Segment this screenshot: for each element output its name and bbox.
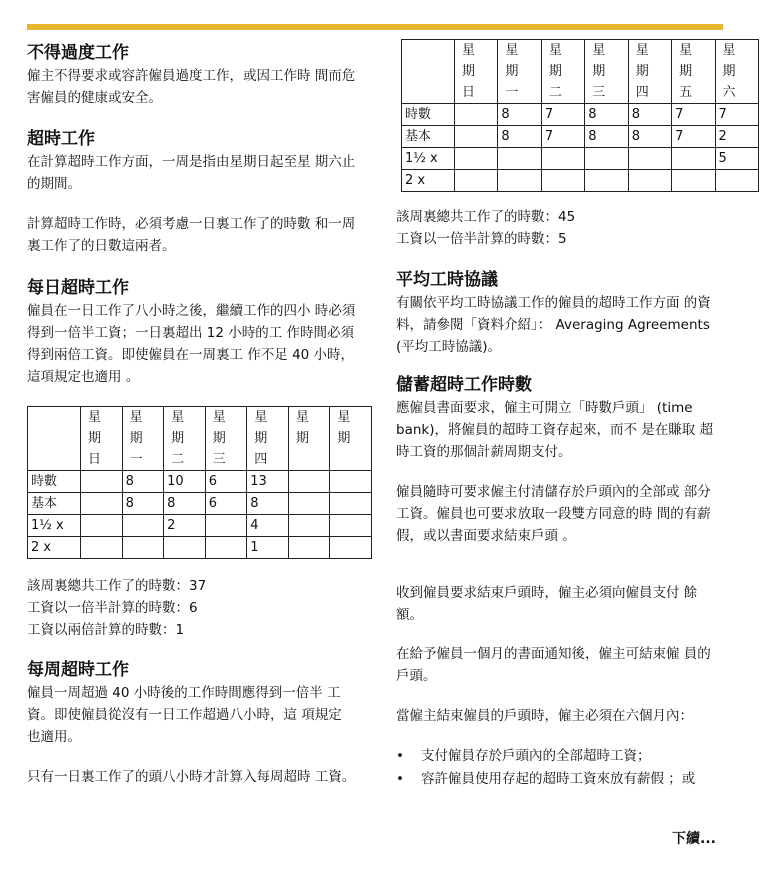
hours-cell xyxy=(455,148,498,170)
day-header-char: 期 xyxy=(548,64,562,79)
paragraph-weekly-overtime: 僱員一周超過 40 小時後的工作時間應得到一倍半 工資。即使僱員從沒有一日工作超過八小時，這 項規定也適用。 xyxy=(27,685,342,745)
day-header-cell xyxy=(288,407,330,471)
heading-no-excessive-work: 不得過度工作 xyxy=(27,43,129,63)
table-row xyxy=(402,148,759,170)
hours-cell xyxy=(498,170,541,192)
day-header-char: 期 xyxy=(462,64,476,79)
row-label-cell: 時數 xyxy=(402,104,455,126)
day-header-char: 星 xyxy=(592,43,606,58)
hours-cell xyxy=(81,537,123,559)
day-header-char: 星 xyxy=(212,410,226,425)
day-header-char: 期 xyxy=(722,64,736,79)
day-header-cell xyxy=(541,40,584,104)
hours-cell xyxy=(288,471,330,493)
hours-cell xyxy=(330,471,372,493)
hours-cell xyxy=(628,170,671,192)
heading-averaging-agreements: 平均工時協議 xyxy=(396,270,498,290)
paragraph-weekly-first-eight-hours: 只有一日裏工作了的頭八小時才計算入每周超時 工資。 xyxy=(27,769,356,785)
day-header-char: 星 xyxy=(295,410,309,425)
hours-cell xyxy=(330,515,372,537)
paragraph-overtime-calc: 計算超時工作時，必須考慮一日裏工作了的時數 和一周裏工作了的日數這兩者。 xyxy=(27,216,356,254)
heading-time-bank: 儲蓄超時工作時數 xyxy=(396,375,532,395)
day-header-char: 星 xyxy=(171,410,185,425)
hours-cell: 8 xyxy=(585,126,628,148)
table-row xyxy=(28,471,372,493)
row-label-cell: 1½ x xyxy=(402,148,455,170)
day-header-char: 期 xyxy=(254,431,268,446)
hours-cell: 7 xyxy=(715,104,758,126)
hours-cell: 8 xyxy=(628,104,671,126)
row-label-cell: 2 x xyxy=(28,537,81,559)
hours-cell xyxy=(455,170,498,192)
hours-cell xyxy=(122,515,164,537)
day-header-char: 星 xyxy=(679,43,693,58)
weekly-overtime-hours-table xyxy=(401,39,759,192)
hours-cell xyxy=(672,170,715,192)
hours-cell: 13 xyxy=(247,471,289,493)
time-bank-options-list xyxy=(396,745,726,791)
day-header-char: 期 xyxy=(88,431,102,446)
day-header-char: 期 xyxy=(295,431,309,446)
paragraph-no-excessive-work: 僱主不得要求或容許僱員過度工作，或因工作時 間而危害僱員的健康或安全。 xyxy=(27,68,356,106)
hours-cell xyxy=(164,537,206,559)
day-header-char: 期 xyxy=(635,64,649,79)
hours-cell xyxy=(81,515,123,537)
hours-cell: 7 xyxy=(672,104,715,126)
day-header-char: 三 xyxy=(592,85,606,100)
day-header-char: 日 xyxy=(462,85,476,100)
paragraph-daily-overtime: 僱員在一日工作了八小時之後，繼續工作的四小 時必須得到一倍半工資；一日裏超出 12 小時的工 作時間必須得到兩倍工資。即使僱員在一周裏工 作不足 40 小時，這項規定也適用 。 xyxy=(27,303,356,385)
continued-label: 下續... xyxy=(672,831,716,847)
hours-cell: 4 xyxy=(247,515,289,537)
day-header-char: 星 xyxy=(337,410,351,425)
table-corner-cell xyxy=(402,40,455,104)
day-header-char: 一 xyxy=(129,452,143,467)
table-corner-cell xyxy=(28,407,81,471)
hours-cell: 7 xyxy=(541,104,584,126)
hours-cell: 2 xyxy=(715,126,758,148)
paragraph-time-bank-open: 應僱員書面要求，僱主可開立「時數戶頭」 (time bank)，將僱員的超時工資存起來，而不 是在賺取 超時工資的那個計薪周期支付。 xyxy=(396,400,714,460)
hours-cell: 8 xyxy=(164,493,206,515)
hours-cell: 2 xyxy=(164,515,206,537)
day-header-char: 期 xyxy=(337,431,351,446)
table1-double-hours: 工資以兩倍計算的時數：1 xyxy=(27,622,185,638)
day-header-char: 二 xyxy=(171,452,185,467)
paragraph-time-bank-employer-close: 當僱主結束僱員的戶頭時，僱主必須在六個月內： xyxy=(396,708,693,724)
hours-cell xyxy=(541,170,584,192)
day-header-char: 二 xyxy=(548,85,562,100)
day-header-char: 星 xyxy=(635,43,649,58)
day-header-cell xyxy=(205,407,247,471)
table2-total-hours: 該周裏總共工作了的時數：45 xyxy=(396,209,576,225)
hours-cell: 8 xyxy=(498,104,541,126)
hours-cell: 8 xyxy=(122,471,164,493)
row-label-cell: 時數 xyxy=(28,471,81,493)
day-header-char: 期 xyxy=(129,431,143,446)
day-header-char: 星 xyxy=(254,410,268,425)
hours-cell: 10 xyxy=(164,471,206,493)
paragraph-time-bank-withdraw: 僱員隨時可要求僱主付清儲存於戶頭內的全部或 部分工資。僱員也可要求放取一段雙方同意的時 間的有薪假，或以書面要求結束戶頭 。 xyxy=(396,484,711,544)
day-header-char: 三 xyxy=(212,452,226,467)
paragraph-overtime-week: 在計算超時工作方面，一周是指由星期日起至星 期六止的期間。 xyxy=(27,154,356,192)
day-header-char: 星 xyxy=(88,410,102,425)
hours-cell xyxy=(585,148,628,170)
hours-cell xyxy=(330,493,372,515)
day-header-char: 五 xyxy=(679,85,693,100)
row-label-cell: 基本 xyxy=(28,493,81,515)
hours-cell: 8 xyxy=(122,493,164,515)
hours-cell xyxy=(288,493,330,515)
hours-cell xyxy=(288,537,330,559)
day-header-cell xyxy=(330,407,372,471)
hours-cell: 1 xyxy=(247,537,289,559)
hours-cell: 6 xyxy=(205,471,247,493)
table-row xyxy=(402,104,759,126)
hours-cell xyxy=(205,537,247,559)
hours-cell: 8 xyxy=(628,126,671,148)
hours-cell: 7 xyxy=(672,126,715,148)
day-header-char: 四 xyxy=(635,85,649,100)
day-header-char: 期 xyxy=(212,431,226,446)
paragraph-time-bank-close-request: 收到僱員要求結束戶頭時，僱主必須向僱員支付 餘額。 xyxy=(396,585,698,623)
day-header-char: 期 xyxy=(679,64,693,79)
day-header-cell xyxy=(498,40,541,104)
day-header-cell xyxy=(715,40,758,104)
hours-cell: 7 xyxy=(541,126,584,148)
day-header-char: 期 xyxy=(592,64,606,79)
paragraph-time-bank-notice: 在給予僱員一個月的書面通知後，僱主可結束僱 員的戶頭。 xyxy=(396,646,711,684)
hours-cell xyxy=(715,170,758,192)
hours-cell xyxy=(455,126,498,148)
day-header-char: 一 xyxy=(505,85,519,100)
table2-time-and-half-hours: 工資以一倍半計算的時數：5 xyxy=(396,231,567,247)
table-row xyxy=(28,537,372,559)
row-label-cell: 2 x xyxy=(402,170,455,192)
table1-time-and-half-hours: 工資以一倍半計算的時數：6 xyxy=(27,600,198,616)
day-header-char: 四 xyxy=(254,452,268,467)
daily-overtime-hours-table xyxy=(27,406,372,559)
day-header-char: 期 xyxy=(171,431,185,446)
hours-cell xyxy=(498,148,541,170)
hours-cell xyxy=(81,493,123,515)
list-item: • 支付僱員存於戶頭內的全部超時工資； xyxy=(396,745,726,768)
heading-overtime: 超時工作 xyxy=(27,129,95,149)
day-header-char: 星 xyxy=(129,410,143,425)
hours-cell: 6 xyxy=(205,493,247,515)
hours-cell xyxy=(585,170,628,192)
hours-cell xyxy=(628,148,671,170)
hours-cell: 8 xyxy=(498,126,541,148)
table-row xyxy=(28,515,372,537)
paragraph-averaging-agreements: 有關依平均工時協議工作的僱員的超時工作方面 的資料，請參閱「資料介紹」： Averaging Agreements (平均工時協議)。 xyxy=(396,295,711,355)
hours-cell xyxy=(81,471,123,493)
hours-cell xyxy=(205,515,247,537)
row-label-cell: 基本 xyxy=(402,126,455,148)
hours-cell xyxy=(330,537,372,559)
hours-cell xyxy=(122,537,164,559)
hours-cell xyxy=(541,148,584,170)
day-header-cell xyxy=(81,407,123,471)
day-header-char: 星 xyxy=(722,43,736,58)
table1-total-hours: 該周裏總共工作了的時數：37 xyxy=(27,578,207,594)
hours-cell: 5 xyxy=(715,148,758,170)
heading-daily-overtime: 每日超時工作 xyxy=(27,278,129,298)
row-label-cell: 1½ x xyxy=(28,515,81,537)
hours-cell: 8 xyxy=(247,493,289,515)
list-item: • 容許僱員使用存起的超時工資來放有薪假 ；或 xyxy=(396,768,726,791)
heading-weekly-overtime: 每周超時工作 xyxy=(27,660,129,680)
day-header-char: 日 xyxy=(88,452,102,467)
hours-cell xyxy=(455,104,498,126)
hours-cell: 8 xyxy=(585,104,628,126)
table-row xyxy=(402,170,759,192)
day-header-char: 期 xyxy=(505,64,519,79)
day-header-cell xyxy=(628,40,671,104)
day-header-cell xyxy=(122,407,164,471)
header-accent-rule xyxy=(27,24,723,30)
table-row xyxy=(402,126,759,148)
day-header-cell xyxy=(672,40,715,104)
day-header-char: 星 xyxy=(462,43,476,58)
hours-cell xyxy=(672,148,715,170)
table-row xyxy=(28,493,372,515)
day-header-cell xyxy=(247,407,289,471)
hours-cell xyxy=(288,515,330,537)
day-header-cell xyxy=(164,407,206,471)
day-header-char: 星 xyxy=(548,43,562,58)
day-header-char: 六 xyxy=(722,85,736,100)
day-header-cell xyxy=(585,40,628,104)
day-header-cell xyxy=(455,40,498,104)
day-header-char: 星 xyxy=(505,43,519,58)
